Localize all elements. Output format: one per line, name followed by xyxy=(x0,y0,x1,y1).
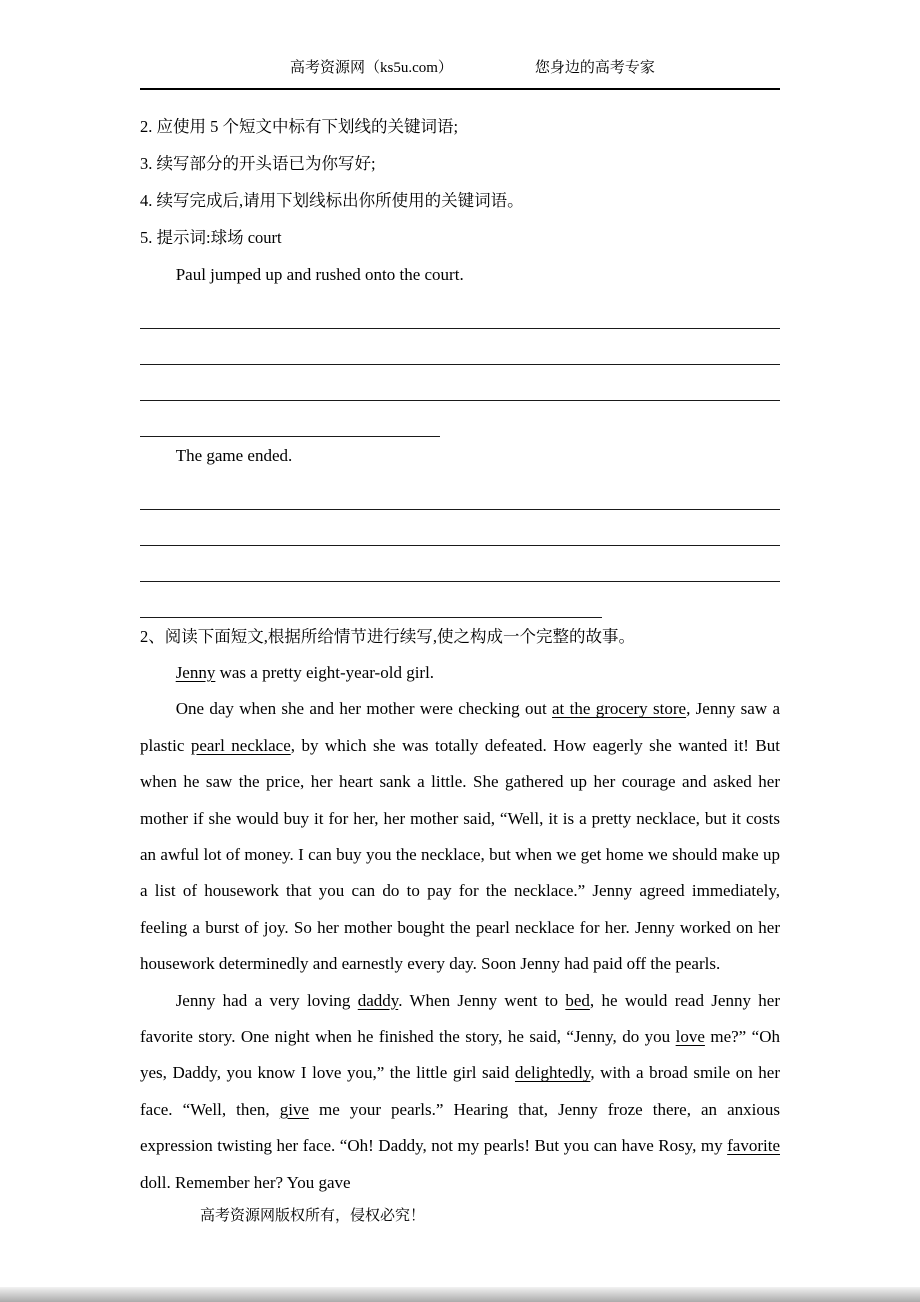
answer-line xyxy=(140,510,780,546)
answer-line xyxy=(140,293,780,329)
story-intro xyxy=(140,655,780,691)
answer-lines-group-1 xyxy=(140,293,780,437)
text-run: One day when she and her mother were checking out xyxy=(175,699,553,719)
answer-line-short xyxy=(140,582,602,618)
answer-lines-group-2 xyxy=(140,474,780,618)
text-run: me your pearls.” Hearing that, Jenny froze there, an anxious expression twisting her face. “Oh! Daddy, not my pearls! But you can have Rosy, my xyxy=(140,1099,780,1156)
text-run: was a pretty eight-year-old girl. xyxy=(215,663,435,682)
page-header xyxy=(140,56,780,90)
page-bottom-edge xyxy=(0,1287,920,1302)
underlined-keyword: favorite xyxy=(727,1136,780,1156)
section-2-title: 2、阅读下面短文,根据所给情节进行续写,使之构成一个完整的故事。 xyxy=(140,627,635,646)
opening-sentence-1: Paul jumped up and rushed onto the court. xyxy=(175,265,464,284)
underlined-keyword: bed xyxy=(565,990,590,1010)
story-text xyxy=(140,655,780,1201)
underlined-keyword: delightedly xyxy=(514,1063,591,1083)
text-run: , by which she was totally defeated. How eagerly she wanted it! But when he saw the price, her heart sank a little. She gathered up her courage and asked her mother if she would buy it for her, her mother said, “Well, it is a pretty necklace, but it costs an awful lot of money. I can buy you the necklace, but when we get home we should make up a list of housework that you can do to pay for the necklace.” Jenny agreed immediately, feeling a burst of joy. So her mother bought the pearl necklace for her. Jenny worked on her housework determinedly and earnestly every day. Soon Jenny had paid off the pearls. xyxy=(140,735,780,974)
document-body xyxy=(140,108,780,1201)
story-paragraph-1 xyxy=(140,691,780,982)
underlined-keyword: daddy xyxy=(357,990,399,1010)
text-run: , with a broad smile on her face. “Well, then, xyxy=(140,1063,781,1119)
instruction-line-2: 2. 应使用 5 个短文中标有下划线的关键词语; xyxy=(140,117,459,136)
opening-sentence-2: The game ended. xyxy=(175,446,293,465)
text-run: Jenny had a very loving xyxy=(175,990,358,1010)
copyright-text: 高考资源网版权所有，侵权必究！ xyxy=(200,1208,426,1224)
text-run: me?” “Oh yes, Daddy, you know I love you,” the little girl said xyxy=(140,1027,780,1083)
text-run: . When Jenny went to xyxy=(398,990,566,1010)
answer-line xyxy=(140,546,780,582)
instruction-line-5: 5. 提示词:球场 court xyxy=(140,228,282,247)
page-footer xyxy=(200,1204,425,1225)
site-name: 高考资源网（ks5u.com） xyxy=(290,60,453,76)
instruction-line-3: 3. 续写部分的开头语已为你写好; xyxy=(140,154,376,173)
text-run: , Jenny saw a plastic xyxy=(140,699,780,755)
story-paragraph-2 xyxy=(140,983,780,1201)
underlined-keyword: Jenny xyxy=(175,663,216,682)
text-run: , he would read Jenny her favorite story. One night when he finished the story, he said, “Jenny, do you xyxy=(140,990,780,1047)
underlined-keyword: at the grocery store xyxy=(552,699,687,719)
instruction-line-4: 4. 续写完成后,请用下划线标出你所使用的关键词语。 xyxy=(140,191,524,210)
answer-line xyxy=(140,365,780,401)
text-run: doll. Remember her? You gave xyxy=(140,1172,351,1192)
underlined-keyword: love xyxy=(675,1027,705,1047)
site-slogan: 您身边的高考专家 xyxy=(534,60,655,76)
answer-line-short xyxy=(140,401,440,437)
underlined-keyword: pearl necklace xyxy=(190,735,291,755)
underlined-keyword: give xyxy=(279,1099,309,1119)
answer-line xyxy=(140,329,780,365)
answer-line xyxy=(140,474,780,510)
